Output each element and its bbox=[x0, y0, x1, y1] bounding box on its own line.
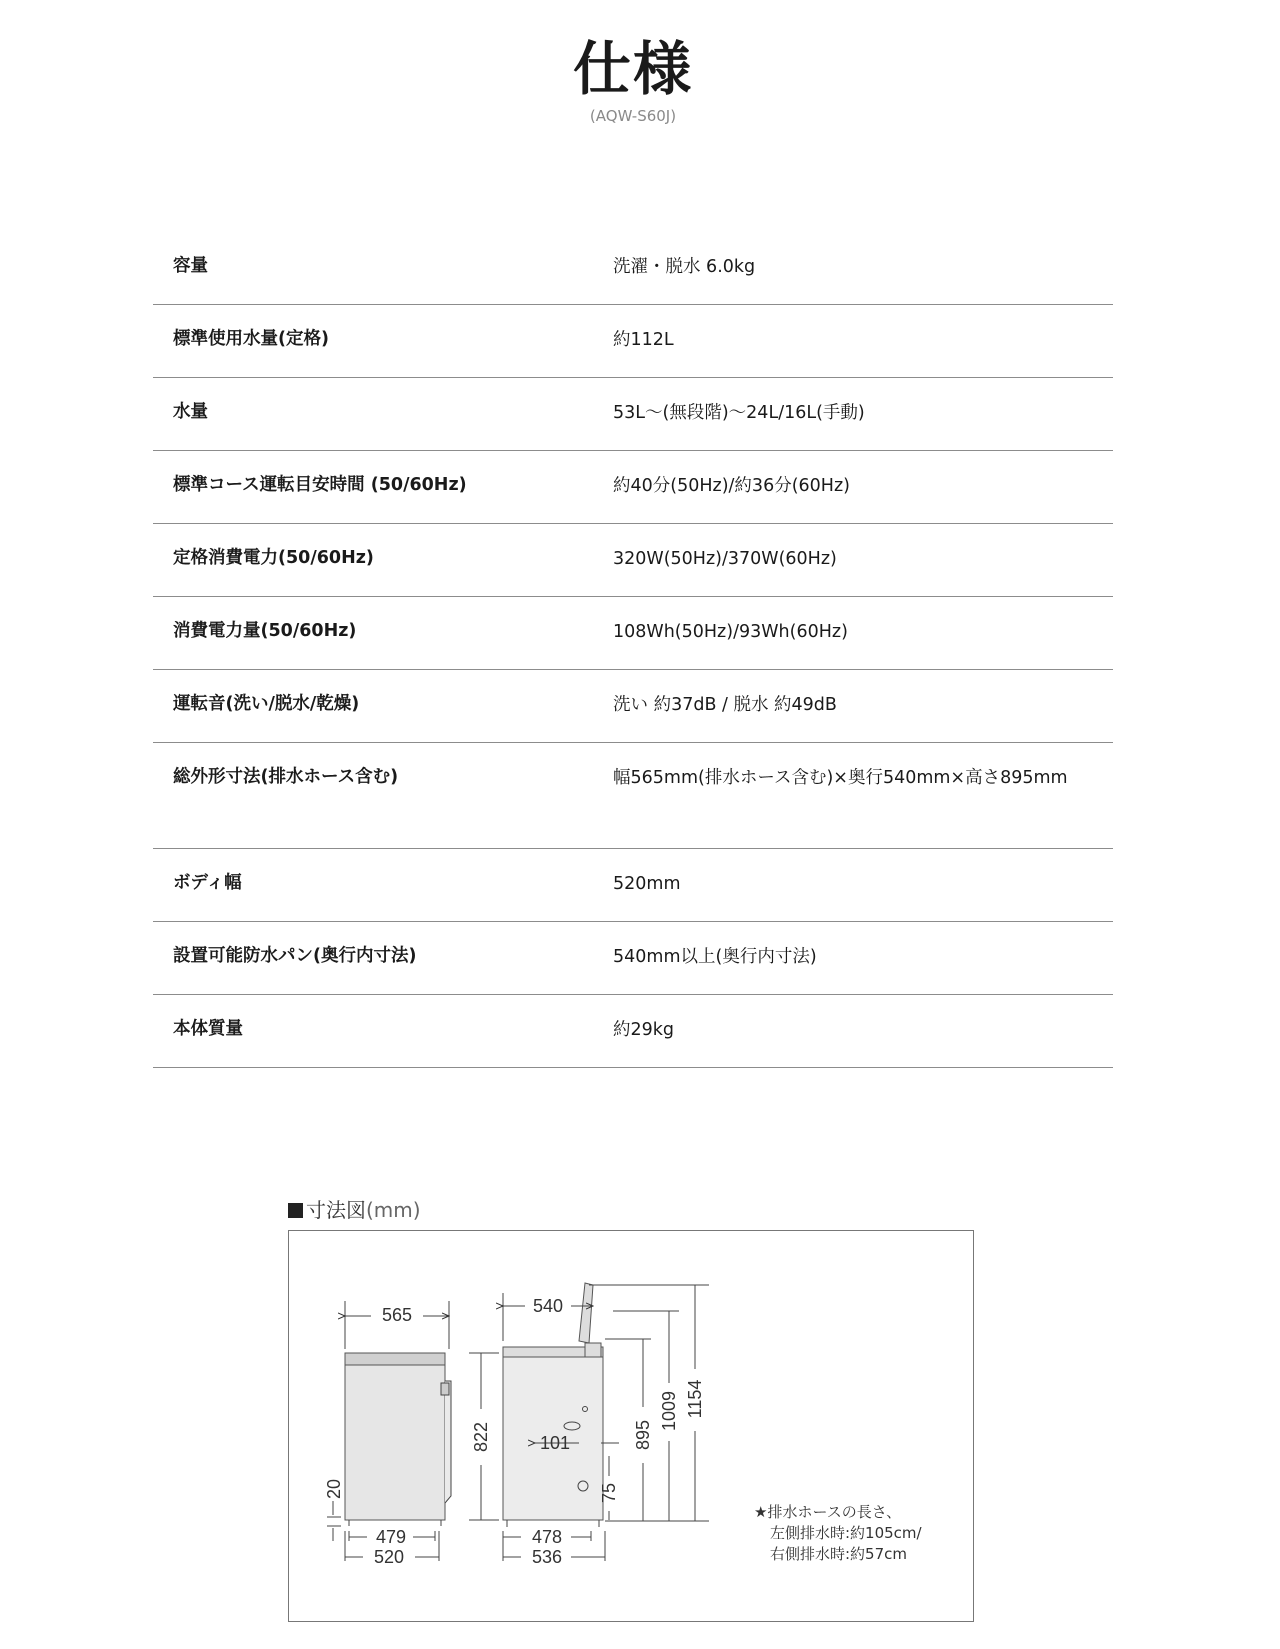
dim-822: 822 bbox=[471, 1421, 491, 1453]
dim-478: 478 bbox=[531, 1527, 563, 1547]
spec-label: 運転音(洗い/脱水/乾燥) bbox=[173, 694, 360, 714]
spec-label: 消費電力量(50/60Hz) bbox=[173, 621, 357, 641]
spec-label: 定格消費電力(50/60Hz) bbox=[173, 548, 374, 568]
spec-row bbox=[153, 305, 1113, 378]
dim-479: 479 bbox=[375, 1527, 407, 1547]
spec-value: 108Wh(50Hz)/93Wh(60Hz) bbox=[613, 622, 848, 642]
dim-895: 895 bbox=[633, 1419, 653, 1451]
spec-label: ボディ幅 bbox=[173, 873, 242, 893]
spec-label: 容量 bbox=[173, 256, 208, 276]
square-bullet-icon bbox=[288, 1203, 303, 1218]
spec-row bbox=[153, 597, 1113, 670]
spec-value: 約112L bbox=[613, 330, 674, 350]
dim-101: 101 bbox=[539, 1433, 571, 1453]
spec-label: 標準コース運転目安時間 (50/60Hz) bbox=[173, 475, 467, 495]
diagram-unit: (mm) bbox=[366, 1198, 421, 1222]
front-view bbox=[345, 1353, 451, 1526]
diagram-caption bbox=[288, 1194, 421, 1223]
dim-75: 75 bbox=[599, 1482, 619, 1504]
spec-value: 53L〜(無段階)〜24L/16L(手動) bbox=[613, 403, 865, 423]
spec-value: 幅565mm(排水ホース含む)×奥行540mm×高さ895mm bbox=[613, 768, 1068, 788]
note-line: ★排水ホースの長さ、 bbox=[754, 1503, 902, 1521]
drain-hose-note bbox=[754, 1502, 922, 1565]
spec-value: 約29kg bbox=[613, 1020, 675, 1040]
dim-1009: 1009 bbox=[659, 1390, 679, 1432]
dim-536: 536 bbox=[531, 1547, 563, 1567]
spec-row bbox=[153, 378, 1113, 451]
spec-row bbox=[153, 743, 1113, 849]
spec-label: 設置可能防水パン(奥行内寸法) bbox=[173, 946, 417, 966]
dim-540: 540 bbox=[532, 1296, 564, 1316]
spec-value: 洗濯・脱水 6.0kg bbox=[613, 257, 756, 277]
dim-20: 20 bbox=[324, 1478, 344, 1500]
spec-row bbox=[153, 670, 1113, 743]
spec-label: 水量 bbox=[173, 402, 208, 422]
spec-row bbox=[153, 451, 1113, 524]
spec-row bbox=[153, 524, 1113, 597]
side-view bbox=[503, 1283, 603, 1527]
spec-value: 約40分(50Hz)/約36分(60Hz) bbox=[613, 476, 850, 496]
spec-row bbox=[153, 232, 1113, 305]
dim-565: 565 bbox=[381, 1305, 413, 1325]
dim-1154: 1154 bbox=[685, 1379, 705, 1419]
spec-row bbox=[153, 995, 1113, 1068]
model-number: (AQW-S60J) bbox=[589, 107, 677, 125]
page-title: 仕様 bbox=[572, 35, 693, 103]
spec-label: 標準使用水量(定格) bbox=[173, 329, 329, 349]
spec-row bbox=[153, 922, 1113, 995]
spec-label: 本体質量 bbox=[173, 1019, 243, 1039]
diagram-caption-text: 寸法図 bbox=[306, 1198, 366, 1222]
note-line: 右側排水時:約57cm bbox=[770, 1545, 908, 1563]
dim-520: 520 bbox=[373, 1547, 405, 1567]
spec-table bbox=[153, 232, 1113, 1068]
note-line: 左側排水時:約105cm/ bbox=[770, 1524, 922, 1542]
spec-value: 520mm bbox=[613, 874, 681, 894]
spec-value: 洗い 約37dB / 脱水 約49dB bbox=[613, 695, 837, 715]
spec-value: 320W(50Hz)/370W(60Hz) bbox=[613, 549, 837, 569]
spec-row bbox=[153, 849, 1113, 922]
spec-label: 総外形寸法(排水ホース含む) bbox=[173, 767, 399, 787]
spec-value: 540mm以上(奥行内寸法) bbox=[613, 947, 817, 967]
